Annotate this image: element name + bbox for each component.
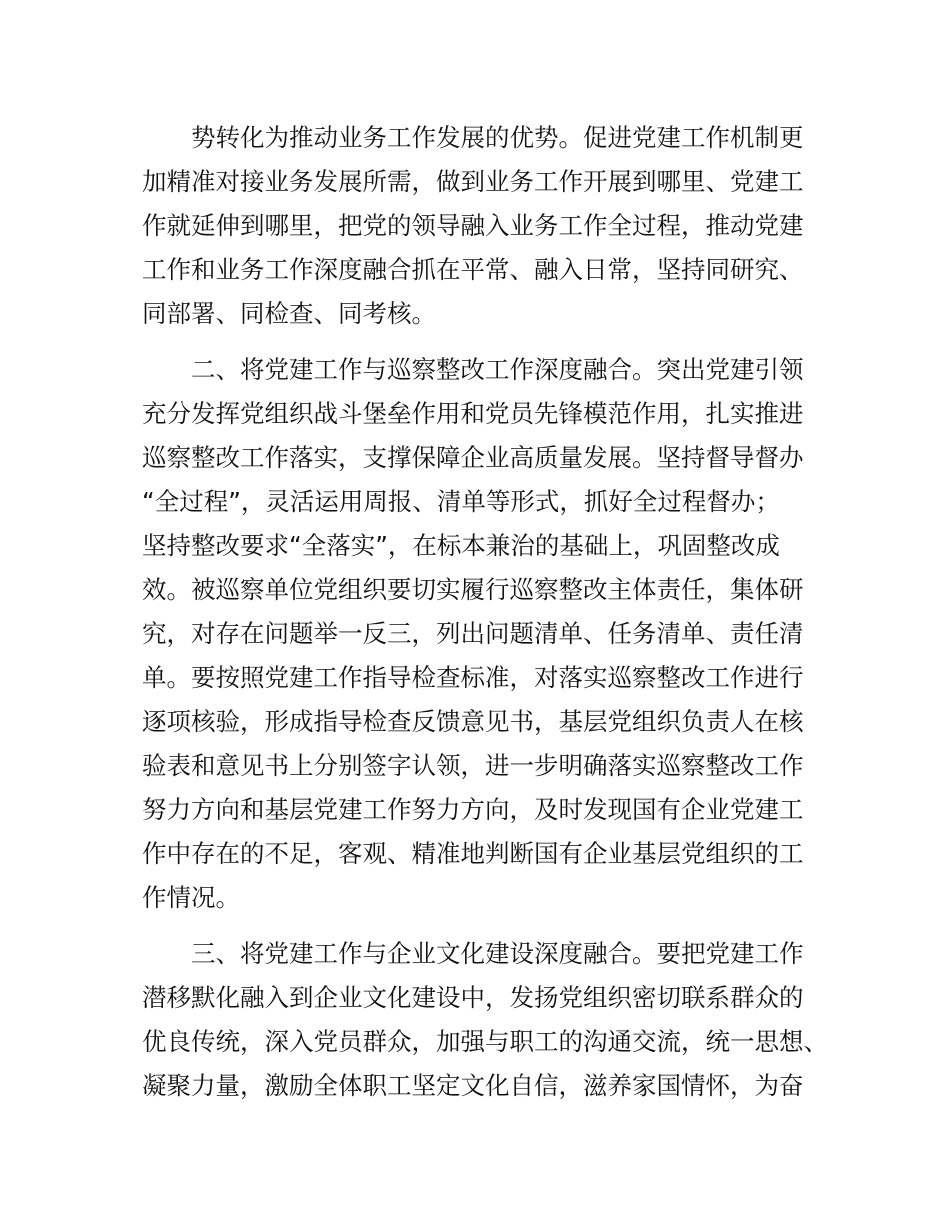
text-line: 验表和意见书上分别签字认领，进一步明确落实巡察整改工作 — [142, 751, 804, 780]
text-line: 充分发挥党组织战斗堡垒作用和党员先锋模范作用，扎实推进 — [142, 399, 804, 428]
text-line: 巡察整改工作落实，支撑保障企业高质量发展。坚持督导督办 — [142, 443, 804, 472]
text-line: 效。被巡察单位党组织要切实履行巡察整改主体责任，集体研 — [142, 575, 804, 604]
text-line: 凝聚力量，激励全体职工坚定文化自信，滋养家国情怀，为奋 — [142, 1071, 804, 1100]
paragraph-continuation — [142, 116, 822, 336]
text-line: 同部署、同检查、同考核。 — [142, 299, 436, 328]
text-line: 潜移默化融入到企业文化建设中，发扬党组织密切联系群众的 — [142, 983, 804, 1012]
text-line: 作情况。 — [142, 883, 240, 912]
text-line: 单。要按照党建工作指导检查标准，对落实巡察整改工作进行 — [142, 663, 804, 692]
text-line: 加精准对接业务发展所需，做到业务工作开展到哪里、党建工 — [142, 167, 804, 196]
paragraph-spacer — [142, 920, 822, 932]
text-line: “全过程”，灵活运用周报、清单等形式，抓好全过程督办； — [142, 487, 780, 516]
text-line: 作就延伸到哪里，把党的领导融入业务工作全过程，推动党建 — [142, 211, 804, 240]
text-line: 究，对存在问题举一反三，列出问题清单、任务清单、责任清 — [142, 619, 804, 648]
paragraph-corporate-culture — [142, 932, 828, 1108]
text-line: 作中存在的不足，客观、精准地判断国有企业基层党组织的工 — [142, 839, 804, 868]
text-line: 工作和业务工作深度融合抓在平常、融入日常，坚持同研究、 — [142, 255, 804, 284]
text-line: 三、将党建工作与企业文化建设深度融合。要把党建工作 — [191, 939, 804, 968]
text-line: 努力方向和基层党建工作努力方向，及时发现国有企业党建工 — [142, 795, 804, 824]
paragraph-inspection-rectification — [142, 348, 822, 920]
text-line: 逐项核验，形成指导检查反馈意见书，基层党组织负责人在核 — [142, 707, 804, 736]
text-line: 势转化为推动业务工作发展的优势。促进党建工作机制更 — [191, 123, 804, 152]
text-line: 坚持整改要求“全落实”，在标本兼治的基础上，巩固整改成 — [142, 531, 780, 560]
paragraph-spacer — [142, 336, 822, 348]
document-body — [142, 116, 828, 1108]
text-line: 优良传统，深入党员群众，加强与职工的沟通交流，统一思想、 — [142, 1027, 828, 1056]
text-line: 二、将党建工作与巡察整改工作深度融合。突出党建引领 — [191, 355, 804, 384]
